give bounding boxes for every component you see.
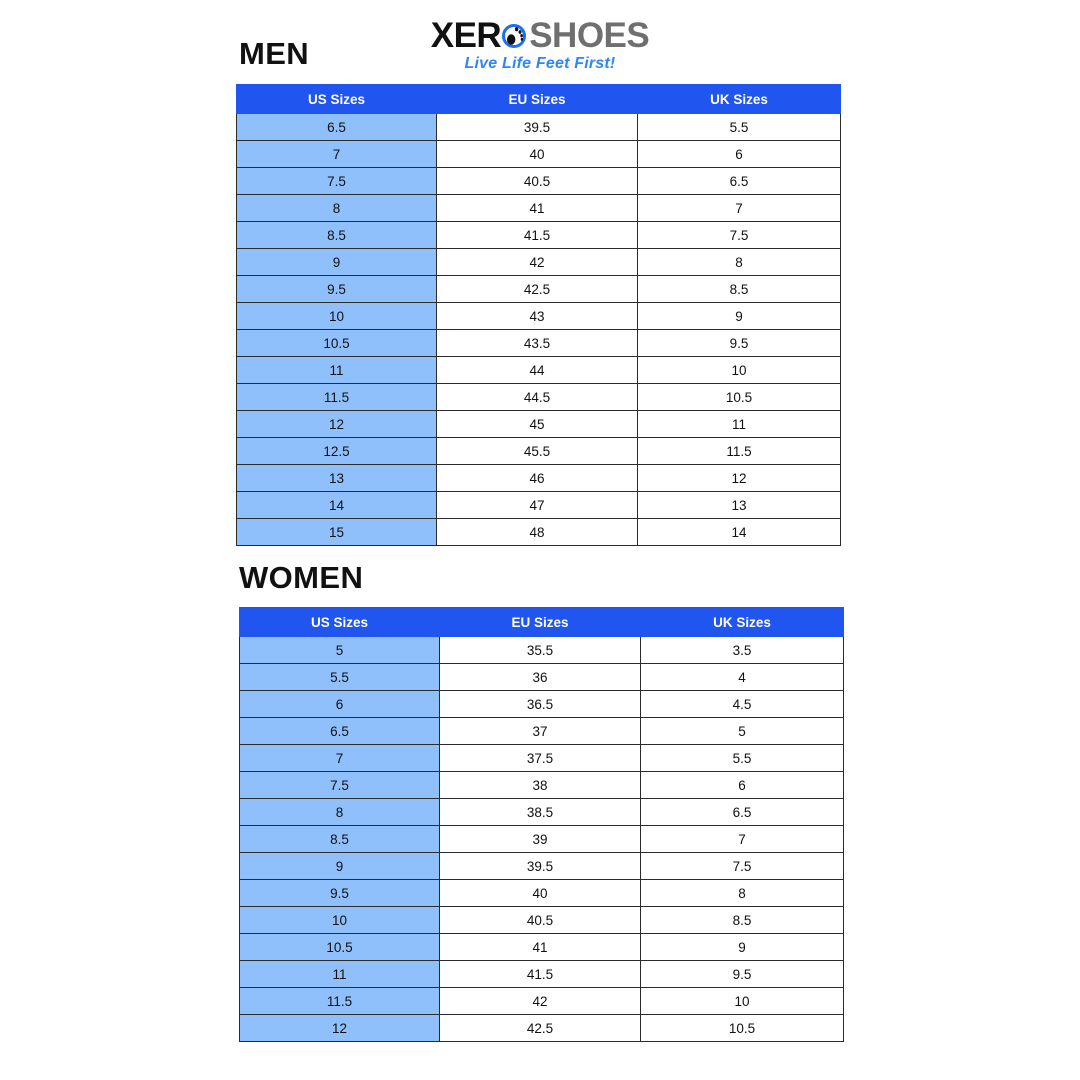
cell-us: 5 bbox=[240, 637, 440, 664]
table-row bbox=[237, 519, 841, 546]
cell-us: 12 bbox=[240, 1015, 440, 1042]
cell-us: 11 bbox=[237, 357, 437, 384]
cell-us: 11 bbox=[240, 961, 440, 988]
table-row bbox=[237, 330, 841, 357]
cell-uk: 13 bbox=[638, 492, 841, 519]
cell-uk: 6 bbox=[638, 141, 841, 168]
cell-eu: 44.5 bbox=[437, 384, 638, 411]
cell-eu: 43 bbox=[437, 303, 638, 330]
cell-eu: 44 bbox=[437, 357, 638, 384]
cell-uk: 14 bbox=[638, 519, 841, 546]
cell-eu: 35.5 bbox=[440, 637, 641, 664]
table-row bbox=[240, 880, 844, 907]
table-row bbox=[237, 276, 841, 303]
cell-uk: 10 bbox=[641, 988, 844, 1015]
brand-wordmark bbox=[431, 18, 650, 53]
cell-us: 7.5 bbox=[240, 772, 440, 799]
brand-tagline: Live Life Feet First! bbox=[464, 55, 616, 72]
cell-us: 12.5 bbox=[237, 438, 437, 465]
cell-uk: 6.5 bbox=[638, 168, 841, 195]
cell-us: 15 bbox=[237, 519, 437, 546]
column-header-eu: EU Sizes bbox=[437, 85, 638, 114]
table-row bbox=[237, 222, 841, 249]
cell-uk: 8 bbox=[641, 880, 844, 907]
table-row bbox=[237, 168, 841, 195]
cell-eu: 41 bbox=[440, 934, 641, 961]
cell-us: 5.5 bbox=[240, 664, 440, 691]
cell-uk: 10 bbox=[638, 357, 841, 384]
column-header-us: US Sizes bbox=[237, 85, 437, 114]
cell-us: 11.5 bbox=[240, 988, 440, 1015]
table-row bbox=[240, 745, 844, 772]
table-row bbox=[240, 637, 844, 664]
table-row bbox=[240, 907, 844, 934]
cell-uk: 8.5 bbox=[638, 276, 841, 303]
cell-us: 7 bbox=[240, 745, 440, 772]
cell-uk: 8 bbox=[638, 249, 841, 276]
cell-uk: 11 bbox=[638, 411, 841, 438]
cell-us: 10 bbox=[240, 907, 440, 934]
cell-eu: 40 bbox=[437, 141, 638, 168]
cell-uk: 7.5 bbox=[641, 853, 844, 880]
cell-us: 11.5 bbox=[237, 384, 437, 411]
table-row bbox=[237, 438, 841, 465]
cell-uk: 7 bbox=[638, 195, 841, 222]
cell-eu: 39 bbox=[440, 826, 641, 853]
cell-eu: 40.5 bbox=[437, 168, 638, 195]
cell-eu: 45.5 bbox=[437, 438, 638, 465]
cell-eu: 41 bbox=[437, 195, 638, 222]
table-header-row bbox=[240, 608, 844, 637]
cell-uk: 3.5 bbox=[641, 637, 844, 664]
cell-us: 13 bbox=[237, 465, 437, 492]
table-row bbox=[240, 799, 844, 826]
table-row bbox=[240, 853, 844, 880]
cell-uk: 10.5 bbox=[638, 384, 841, 411]
brand-name-secondary: SHOES bbox=[529, 16, 650, 55]
cell-us: 9.5 bbox=[237, 276, 437, 303]
table-row bbox=[240, 988, 844, 1015]
cell-eu: 38.5 bbox=[440, 799, 641, 826]
table-row bbox=[237, 465, 841, 492]
cell-us: 8.5 bbox=[237, 222, 437, 249]
cell-eu: 42 bbox=[437, 249, 638, 276]
cell-us: 10.5 bbox=[240, 934, 440, 961]
cell-us: 9.5 bbox=[240, 880, 440, 907]
cell-us: 7 bbox=[237, 141, 437, 168]
cell-eu: 43.5 bbox=[437, 330, 638, 357]
table-row bbox=[240, 772, 844, 799]
cell-us: 9 bbox=[240, 853, 440, 880]
cell-eu: 37 bbox=[440, 718, 641, 745]
cell-eu: 42.5 bbox=[437, 276, 638, 303]
size-table-women bbox=[239, 607, 844, 1042]
column-header-eu: EU Sizes bbox=[440, 608, 641, 637]
table-row bbox=[240, 664, 844, 691]
cell-eu: 45 bbox=[437, 411, 638, 438]
cell-uk: 12 bbox=[638, 465, 841, 492]
table-row bbox=[237, 114, 841, 141]
cell-uk: 9 bbox=[641, 934, 844, 961]
table-row bbox=[240, 961, 844, 988]
table-row bbox=[237, 411, 841, 438]
cell-uk: 7.5 bbox=[638, 222, 841, 249]
table-row bbox=[240, 826, 844, 853]
table-row bbox=[240, 934, 844, 961]
brand-logo bbox=[0, 18, 1080, 73]
cell-eu: 42 bbox=[440, 988, 641, 1015]
column-header-us: US Sizes bbox=[240, 608, 440, 637]
cell-uk: 6 bbox=[641, 772, 844, 799]
cell-eu: 40 bbox=[440, 880, 641, 907]
brand-name-primary: XER bbox=[430, 16, 502, 55]
table-row bbox=[240, 718, 844, 745]
cell-uk: 4 bbox=[641, 664, 844, 691]
cell-eu: 40.5 bbox=[440, 907, 641, 934]
table-row bbox=[237, 384, 841, 411]
cell-uk: 4.5 bbox=[641, 691, 844, 718]
cell-eu: 36 bbox=[440, 664, 641, 691]
cell-uk: 5 bbox=[641, 718, 844, 745]
column-header-uk: UK Sizes bbox=[641, 608, 844, 637]
cell-eu: 48 bbox=[437, 519, 638, 546]
cell-eu: 37.5 bbox=[440, 745, 641, 772]
cell-uk: 9.5 bbox=[641, 961, 844, 988]
table-row bbox=[237, 141, 841, 168]
footprint-icon bbox=[501, 23, 529, 51]
cell-uk: 9 bbox=[638, 303, 841, 330]
cell-us: 6.5 bbox=[237, 114, 437, 141]
table-row bbox=[237, 195, 841, 222]
cell-us: 7.5 bbox=[237, 168, 437, 195]
table-row bbox=[237, 492, 841, 519]
cell-uk: 10.5 bbox=[641, 1015, 844, 1042]
cell-eu: 42.5 bbox=[440, 1015, 641, 1042]
cell-us: 8 bbox=[237, 195, 437, 222]
cell-uk: 5.5 bbox=[641, 745, 844, 772]
size-table-men bbox=[236, 84, 841, 546]
cell-eu: 47 bbox=[437, 492, 638, 519]
cell-us: 6.5 bbox=[240, 718, 440, 745]
cell-eu: 39.5 bbox=[440, 853, 641, 880]
cell-us: 12 bbox=[237, 411, 437, 438]
column-header-uk: UK Sizes bbox=[638, 85, 841, 114]
cell-uk: 8.5 bbox=[641, 907, 844, 934]
cell-uk: 7 bbox=[641, 826, 844, 853]
cell-eu: 36.5 bbox=[440, 691, 641, 718]
cell-us: 6 bbox=[240, 691, 440, 718]
cell-us: 9 bbox=[237, 249, 437, 276]
table-row bbox=[237, 249, 841, 276]
cell-us: 8 bbox=[240, 799, 440, 826]
section-title-men: MEN bbox=[239, 36, 310, 71]
cell-eu: 41.5 bbox=[440, 961, 641, 988]
table-row bbox=[237, 357, 841, 384]
cell-eu: 38 bbox=[440, 772, 641, 799]
cell-uk: 5.5 bbox=[638, 114, 841, 141]
cell-uk: 6.5 bbox=[641, 799, 844, 826]
table-header-row bbox=[237, 85, 841, 114]
cell-us: 14 bbox=[237, 492, 437, 519]
section-title-women: WOMEN bbox=[239, 560, 364, 595]
cell-eu: 46 bbox=[437, 465, 638, 492]
table-row bbox=[237, 303, 841, 330]
cell-us: 8.5 bbox=[240, 826, 440, 853]
cell-eu: 41.5 bbox=[437, 222, 638, 249]
table-row bbox=[240, 691, 844, 718]
cell-uk: 11.5 bbox=[638, 438, 841, 465]
table-row bbox=[240, 1015, 844, 1042]
cell-us: 10.5 bbox=[237, 330, 437, 357]
cell-eu: 39.5 bbox=[437, 114, 638, 141]
cell-us: 10 bbox=[237, 303, 437, 330]
cell-uk: 9.5 bbox=[638, 330, 841, 357]
